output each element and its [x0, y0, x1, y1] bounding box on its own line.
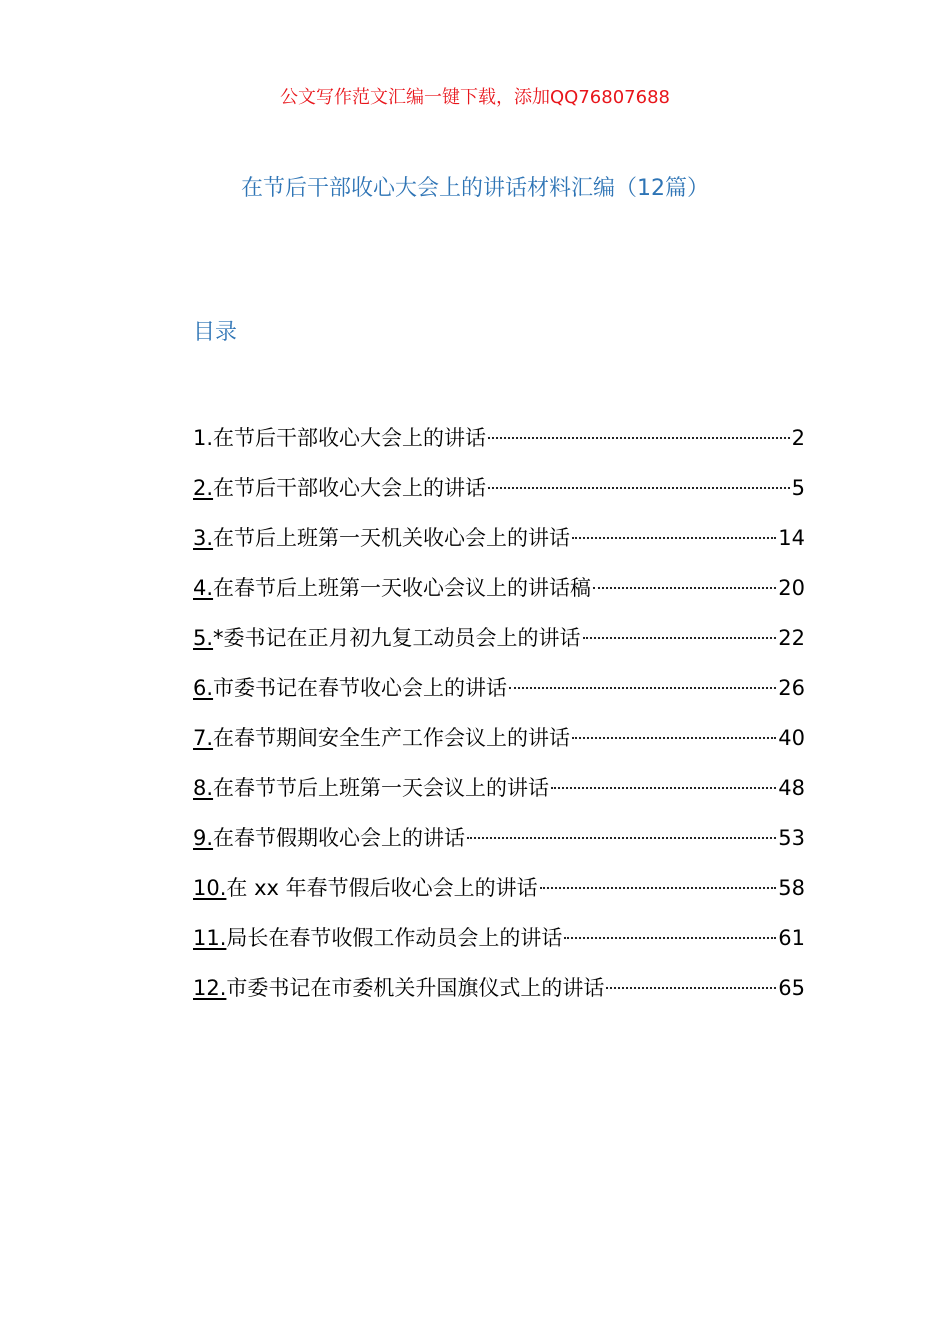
toc-entry-page: 61	[778, 926, 805, 950]
toc-entry-3[interactable]	[193, 519, 805, 569]
toc-entry-number: 10.	[193, 876, 227, 900]
toc-entry-10[interactable]	[193, 869, 805, 919]
toc-entry-4[interactable]	[193, 569, 805, 619]
toc-entry-title: 在春节假期收心会上的讲话	[213, 826, 466, 850]
dot-leader	[606, 986, 776, 989]
download-banner: 公文写作范文汇编一键下载，添加QQ76807688	[280, 87, 670, 108]
toc-entry-number: 8.	[193, 776, 214, 800]
toc-entry-number: 3.	[193, 526, 214, 550]
toc-entry-6[interactable]	[193, 669, 805, 719]
toc-entry-page: 48	[778, 776, 805, 800]
toc-entry-number: 12.	[193, 976, 227, 1000]
toc-entry-title: 局长在春节收假工作动员会上的讲话	[226, 926, 563, 950]
dot-leader	[488, 436, 790, 439]
toc-entry-title: 在节后干部收心大会上的讲话	[213, 476, 487, 500]
toc-entry-1[interactable]	[193, 419, 805, 469]
document-title: 在节后干部收心大会上的讲话材料汇编（12篇）	[241, 176, 709, 201]
toc-entry-number: 6.	[193, 676, 214, 700]
toc-entry-page: 14	[778, 526, 805, 550]
toc-entry-title: 在节后干部收心大会上的讲话	[213, 426, 487, 450]
toc-entry-11[interactable]	[193, 919, 805, 969]
dot-leader	[467, 836, 776, 839]
toc-entry-9[interactable]	[193, 819, 805, 869]
toc-entry-title: 在春节节后上班第一天会议上的讲话	[213, 776, 550, 800]
dot-leader	[509, 686, 776, 689]
toc-entry-page: 65	[778, 976, 805, 1000]
toc-entry-page: 22	[778, 626, 805, 650]
toc-entry-page: 5	[791, 476, 805, 500]
dot-leader	[564, 936, 776, 939]
toc-heading: 目录	[193, 320, 238, 345]
toc-entry-page: 58	[778, 876, 805, 900]
dot-leader	[488, 486, 790, 489]
toc-entry-title: 市委书记在春节收心会上的讲话	[213, 676, 508, 700]
dot-leader	[572, 536, 776, 539]
dot-leader	[593, 586, 776, 589]
table-of-contents	[193, 419, 805, 1019]
dot-leader	[572, 736, 776, 739]
toc-entry-8[interactable]	[193, 769, 805, 819]
dot-leader	[540, 886, 777, 889]
toc-entry-7[interactable]	[193, 719, 805, 769]
toc-entry-title: *委书记在正月初九复工动员会上的讲话	[213, 626, 581, 650]
dot-leader	[551, 786, 776, 789]
toc-entry-page: 20	[778, 576, 805, 600]
toc-entry-title: 市委书记在市委机关升国旗仪式上的讲话	[226, 976, 605, 1000]
toc-entry-title: 在节后上班第一天机关收心会上的讲话	[213, 526, 571, 550]
toc-entry-2[interactable]	[193, 469, 805, 519]
toc-entry-5[interactable]	[193, 619, 805, 669]
toc-entry-page: 2	[791, 426, 805, 450]
toc-entry-number: 7.	[193, 726, 214, 750]
toc-entry-number: 1.	[193, 426, 214, 450]
toc-entry-title: 在春节后上班第一天收心会议上的讲话稿	[213, 576, 592, 600]
toc-entry-page: 26	[778, 676, 805, 700]
toc-entry-page: 53	[778, 826, 805, 850]
toc-entry-page: 40	[778, 726, 805, 750]
toc-entry-number: 2.	[193, 476, 214, 500]
toc-entry-title: 在春节期间安全生产工作会议上的讲话	[213, 726, 571, 750]
toc-entry-number: 11.	[193, 926, 227, 950]
dot-leader	[583, 636, 777, 639]
toc-entry-title: 在 xx 年春节假后收心会上的讲话	[226, 876, 538, 900]
toc-entry-12[interactable]	[193, 969, 805, 1019]
toc-entry-number: 9.	[193, 826, 214, 850]
toc-entry-number: 5.	[193, 626, 214, 650]
toc-entry-number: 4.	[193, 576, 214, 600]
